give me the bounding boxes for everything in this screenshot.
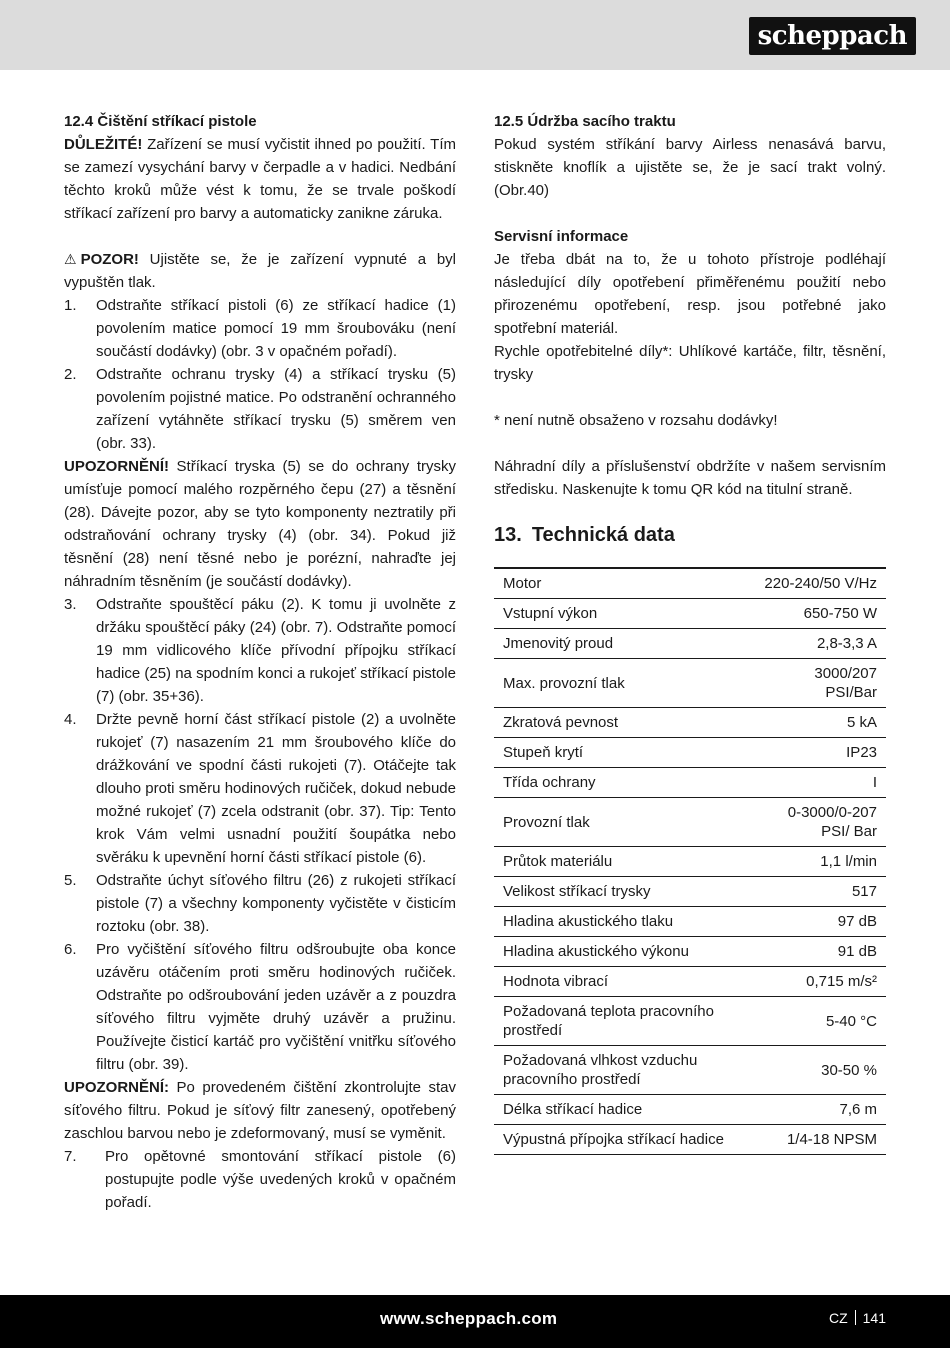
brand-logo: scheppach <box>749 17 916 55</box>
step-item <box>64 708 456 869</box>
spec-row <box>494 599 886 629</box>
spec-label: Max. provozní tlak <box>503 674 625 692</box>
spec-value: 5-40 °C <box>825 1012 877 1030</box>
divider <box>855 1310 856 1325</box>
step-text: Odstraňte ochranu trysky (4) a stříkací trysku (5) povolením pojistné matice. Po odstranění ochranného zařízení vytáhněte stříkací trysku (5) směrem ven (obr. 33). <box>96 366 456 452</box>
note-text-2: Po provedeném čištění zkontrolujte stav síťového filtru. Pokud je síťový filtr zanesený, opotřebený zaschlou barvou nebo je zdeformovaný, musí se vyměnit. <box>64 1079 456 1142</box>
step-text: Odstraňte stříkací pistoli (6) ze stříkací hadice (1) povolením matice pomocí 19 mm šroubováku (není součástí dodávky) (obr. 3 v opačném pořadí). <box>96 297 456 360</box>
spec-row <box>494 798 886 847</box>
service-title: Servisní informace <box>494 228 629 245</box>
step-number: 5. <box>64 872 77 889</box>
spec-row <box>494 568 886 599</box>
spec-value: 517 <box>851 883 877 900</box>
spec-value: 5 kA <box>846 714 877 731</box>
step-item <box>64 869 456 938</box>
caution-label: POZOR! <box>80 251 139 268</box>
spec-value: 1,1 l/min <box>820 853 877 870</box>
step-text: Držte pevně horní část stříkací pistole (2) a uvolněte rukojeť (7) nasazením 21 mm šroubového klíče do drážkování ve spodní části rukojeti (7). Otáčejte tak dlouho proti směru hodinových ručiček, dokud nebude možné rukojeť (7) zcela odstranit (obr. 37). Tip: Tento krok Vám velmi usnadní použití šoupátka nebo svěráku k upevnění horní části stříkací pistole (6). <box>96 711 456 866</box>
spec-value: 0,715 m/s² <box>806 973 877 990</box>
note-paragraph-1 <box>64 455 456 593</box>
suction-paragraph: Pokud systém stříkání barvy Airless nenasává barvu, stiskněte knoflík a ujistěte se, že je sací trakt volný. (Obr.40) <box>494 136 886 199</box>
steps-list-a <box>64 294 456 455</box>
spec-value: 1/4-18 NPSM <box>786 1131 877 1148</box>
service-paragraph: Je třeba dbát na to, že u tohoto přístroje podléhají následující díly opotřebení přiměřenému použití nebo přirozenému opotřebení, resp. jsou potřebné jako spotřební materiál. <box>494 251 886 337</box>
step-number: 7. <box>64 1148 77 1165</box>
step-item <box>64 294 456 363</box>
spec-row <box>494 1046 886 1095</box>
important-text: Zařízení se musí vyčistit ihned po použití. Tím se zamezí vysychání barvy v čerpadle a v hadici. Nedbání těchto kroků může vést k tomu, že se trvale poškodí stříkací zařízení pro barvy a automaticky zanikne záruka. <box>64 136 456 222</box>
caution-text: Ujistěte se, že je zařízení vypnuté a byl vypuštěn tlak. <box>64 251 456 291</box>
spare-parts-paragraph: Náhradní díly a příslušenství obdržíte v našem servisním středisku. Naskenujte k tomu QR kód na titulní straně. <box>494 458 886 498</box>
spec-value: 0-3000/0-207 PSI/ Bar <box>787 804 877 840</box>
spec-value: 2,8-3,3 A <box>816 635 877 652</box>
section-title-cleaning: 12.4 Čištění stříkací pistole <box>64 113 257 130</box>
language-code: CZ <box>828 1310 848 1326</box>
spec-value: 91 dB <box>837 943 877 960</box>
page-indicator <box>829 1310 886 1326</box>
note-paragraph-2 <box>64 1076 456 1145</box>
spec-value: 650-750 W <box>803 605 877 622</box>
step-item <box>64 1145 456 1214</box>
spec-label: Hodnota vibrací <box>503 973 609 990</box>
spec-row <box>494 937 886 967</box>
tech-data-title: Technická data <box>531 524 675 546</box>
spec-table <box>494 567 886 1155</box>
step-number: 6. <box>64 941 77 958</box>
spec-label: Zkratová pevnost <box>503 714 619 731</box>
spec-label: Hladina akustického tlaku <box>503 913 674 930</box>
header-bar <box>0 0 950 70</box>
spec-label: Požadovaná teplota pracovního prostředí <box>503 1003 714 1039</box>
important-label: DŮLEŽITÉ! <box>64 136 143 153</box>
important-paragraph <box>64 133 456 225</box>
spec-row <box>494 967 886 997</box>
steps-list-c <box>64 1145 456 1214</box>
spec-label: Průtok materiálu <box>503 853 613 870</box>
spec-row <box>494 1125 886 1155</box>
wear-parts-paragraph: Rychle opotřebitelné díly*: Uhlíkové kartáče, filtr, těsnění, trysky <box>494 343 886 383</box>
spec-label: Motor <box>503 575 542 592</box>
tech-data-number: 13. <box>494 524 522 546</box>
spec-label: Požadovaná vlhkost vzduchu pracovního prostředí <box>503 1052 698 1088</box>
step-number: 4. <box>64 711 77 728</box>
spec-value: 7,6 m <box>839 1101 877 1118</box>
spec-label: Hladina akustického výkonu <box>503 943 689 960</box>
step-item <box>64 938 456 1076</box>
note-label-2: UPOZORNĚNÍ: <box>64 1079 169 1096</box>
step-text: Odstraňte spouštěcí páku (2). K tomu ji uvolněte z držáku spouštěcí páky (24) (obr. 7). Odstraňte pomocí 19 mm vidlicového klíče přívodní přípojku stříkací hadice (25) na spodním konci a rukojeť stříkací pistole (7) (obr. 35+36). <box>96 596 456 705</box>
spec-value: 3000/207 PSI/Bar <box>814 665 877 701</box>
footnote: * není nutně obsaženo v rozsahu dodávky! <box>494 412 778 429</box>
spec-value: I <box>872 774 877 791</box>
spec-label: Provozní tlak <box>503 813 590 831</box>
left-column <box>64 110 456 1214</box>
step-number: 1. <box>64 297 77 314</box>
steps-list-b <box>64 593 456 1076</box>
note-label-1: UPOZORNĚNÍ! <box>64 458 169 475</box>
spec-row <box>494 877 886 907</box>
spec-label: Jmenovitý proud <box>503 635 614 652</box>
spec-label: Vstupní výkon <box>503 605 598 622</box>
step-item <box>64 593 456 708</box>
warning-icon: ⚠ <box>64 251 77 267</box>
page-number: 141 <box>862 1310 886 1326</box>
right-column <box>494 110 886 1155</box>
spec-row <box>494 659 886 708</box>
spec-label: Třída ochrany <box>503 774 596 791</box>
step-text: Pro vyčištění síťového filtru odšroubujte oba konce uzávěru otáčením proti směru hodinových ručiček. Odstraňte po odšroubování jeden uzávěr a z pouzdra síťového filtru vyjměte druhý uzávěr a pružinu. Používejte čisticí kartáč pro vyčištění vnitřku síťového filtru (obr. 39). <box>96 941 456 1073</box>
step-text: Odstraňte úchyt síťového filtru (26) z rukojeti stříkací pistole (7) a všechny komponenty vyčistěte v čisticím roztoku (obr. 38). <box>96 872 456 935</box>
spec-label: Stupeň krytí <box>503 744 584 761</box>
spec-label: Délka stříkací hadice <box>503 1101 643 1118</box>
spec-label: Velikost stříkací trysky <box>503 883 651 900</box>
tech-data-heading <box>494 519 886 551</box>
caution-paragraph <box>64 248 456 294</box>
step-item <box>64 363 456 455</box>
spec-row <box>494 738 886 768</box>
step-number: 3. <box>64 596 77 613</box>
spec-row <box>494 847 886 877</box>
spec-value: IP23 <box>846 744 877 761</box>
website-link[interactable]: www.scheppach.com <box>380 1309 558 1328</box>
spec-row <box>494 1095 886 1125</box>
spec-row <box>494 708 886 738</box>
spec-row <box>494 907 886 937</box>
step-number: 2. <box>64 366 77 383</box>
spec-row <box>494 629 886 659</box>
spec-value: 30-50 % <box>821 1061 877 1079</box>
spec-row <box>494 768 886 798</box>
section-title-suction: 12.5 Údržba sacího traktu <box>494 113 676 130</box>
spec-label: Výpustná přípojka stříkací hadice <box>503 1131 724 1148</box>
note-text-1: Stříkací tryska (5) se do ochrany trysky umísťuje pomocí malého rozpěrného čepu (27) a těsnění (28). Dávejte pozor, aby se tyto komponenty neztratily při odstraňování ochrany trysky (4) (obr. 34). Pokud již těsnění (28) není těsné nebo je porézní, nahraďte jej náhradním těsněním (je součástí dodávky). <box>64 458 456 590</box>
spec-value: 220-240/50 V/Hz <box>764 575 877 592</box>
spec-row <box>494 997 886 1046</box>
spec-value: 97 dB <box>837 913 877 930</box>
step-text: Pro opětovné smontování stříkací pistole (6) postupujte podle výše uvedených kroků v opačném pořadí. <box>105 1148 456 1211</box>
footer-bar <box>0 1295 950 1348</box>
